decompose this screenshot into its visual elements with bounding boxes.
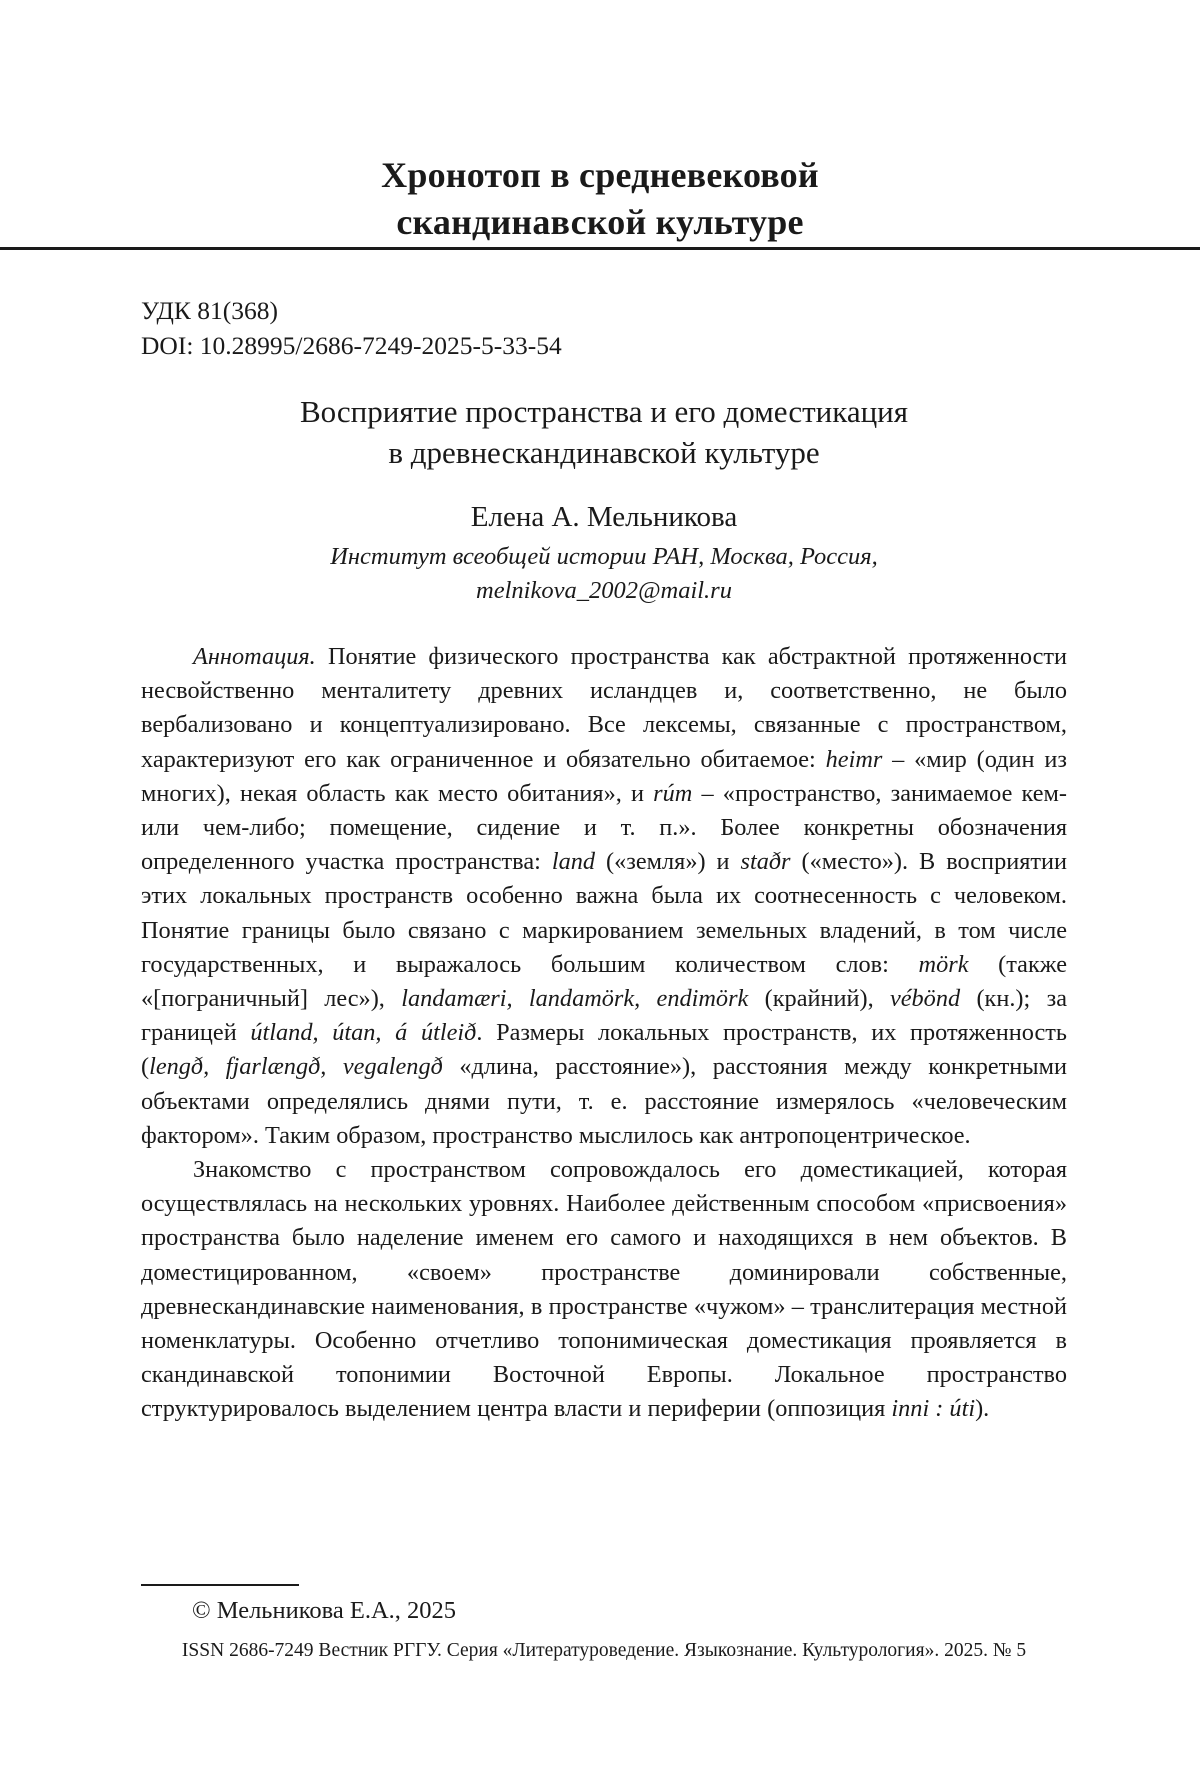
- abstract-text: . Размеры локальных пространств, их протяженность (: [141, 1019, 1067, 1081]
- abstract-text: (кн.); за границей: [141, 985, 1067, 1047]
- article-title: [141, 391, 1067, 473]
- section-title: [0, 152, 1200, 246]
- title-divider: [0, 247, 1200, 250]
- abstract-text: (крайний),: [748, 985, 890, 1013]
- journal-footer: ISSN 2686-7249 Вестник РГГУ. Серия «Литературоведение. Языкознание. Культурология». 2025. № 5: [181, 1640, 1027, 1661]
- author-affiliation: [141, 540, 1067, 608]
- copyright-notice: © Мельникова Е.А., 2025: [192, 1597, 457, 1624]
- author-email[interactable]: melnikova_2002@mail.ru: [476, 577, 732, 604]
- abstract-text: – «пространство, занимаемое кем- или чем-либо; помещение, сидение и т. п.». Более конкретны обозначения определенного участка пространства:: [141, 779, 1067, 876]
- term-stadr: staðr: [740, 848, 791, 876]
- abstract-paragraph-2: [141, 1153, 1067, 1427]
- term-heimr: heimr: [825, 745, 883, 773]
- abstract-text: – «мир (один из многих), некая область как место обитания», и: [141, 745, 1067, 807]
- abstract-text: («место»). В восприятии этих локальных пространств особенно важна была их соотнесенность с человеком. Понятие границы было связано с маркированием земельных владений, в том числе государственных, и выражалось большим количеством слов:: [141, 848, 1068, 978]
- term-landamaeri: landamæri, landamörk, endimörk: [401, 985, 749, 1013]
- abstract-text: ).: [975, 1395, 990, 1423]
- article-title-line-2: в древнескандинавской культуре: [388, 435, 820, 470]
- udc-code: УДК 81(368): [141, 296, 278, 325]
- term-lengd: lengð, fjarlængð, vegalengð: [149, 1053, 443, 1081]
- term-vebond: vébönd: [889, 985, 961, 1013]
- abstract-text: Знакомство с пространством сопровождалось его доместикацией, которая осуществлялась на нескольких уровнях. Наиболее действенным способом «присвоения» пространства было наделение именем его самого и находящихся в нем объектов. В доместицированном, «своем» пространстве доминировали собственные, древнескандинавские наименования, в пространстве «чужом» – транслитерация местной номенклатуры. Особенно отчетливо топонимическая доместикация проявляется в скандинавской топонимии Восточной Европы. Локальное пространство структурировалось выделением центра власти и периферии (оппозиция: [141, 1156, 1067, 1423]
- author-name: Елена А. Мельникова: [470, 501, 738, 533]
- abstract-text: (также «[пограничный] лес»),: [141, 950, 1068, 1013]
- term-inni-uti: inni : úti: [891, 1395, 976, 1423]
- affiliation-text: Институт всеобщей истории РАН, Москва, Россия,: [330, 543, 878, 570]
- term-rum: rúm: [653, 779, 693, 807]
- abstract-label: Аннотация.: [193, 643, 316, 670]
- term-land: land: [551, 848, 596, 876]
- section-title-line-1: Хронотоп в средневековой: [381, 155, 819, 195]
- abstract-paragraph-1: [141, 640, 1067, 1153]
- term-utland: útland, útan, á útleið: [250, 1019, 477, 1047]
- section-title-line-2: скандинавской культуре: [396, 202, 804, 242]
- abstract-text: Понятие физического пространства как абстрактной протяженности несвойственно менталитету древних исландцев и, соответственно, не было вербализовано и концептуализировано. Все лексемы, связанные с пространством, характеризуют его как ограниченное и обязательно обитаемое:: [141, 643, 1067, 773]
- doi[interactable]: DOI: 10.28995/2686-7249-2025-5-33-54: [141, 331, 562, 360]
- abstract: [141, 640, 1067, 1427]
- footnote-divider: [141, 1584, 299, 1586]
- article-identifiers: [141, 293, 562, 363]
- term-mork: mörk: [918, 950, 969, 978]
- abstract-text: «длина, расстояние»), расстояния между конкретными объектами определялись днями пути, т. е. расстояние измерялось «человеческим фактором». Таким образом, пространство мыслилось как антропоцентрическое.: [141, 1053, 1067, 1149]
- article-title-line-1: Восприятие пространства и его доместикация: [299, 394, 909, 429]
- abstract-text: («земля») и: [595, 848, 741, 876]
